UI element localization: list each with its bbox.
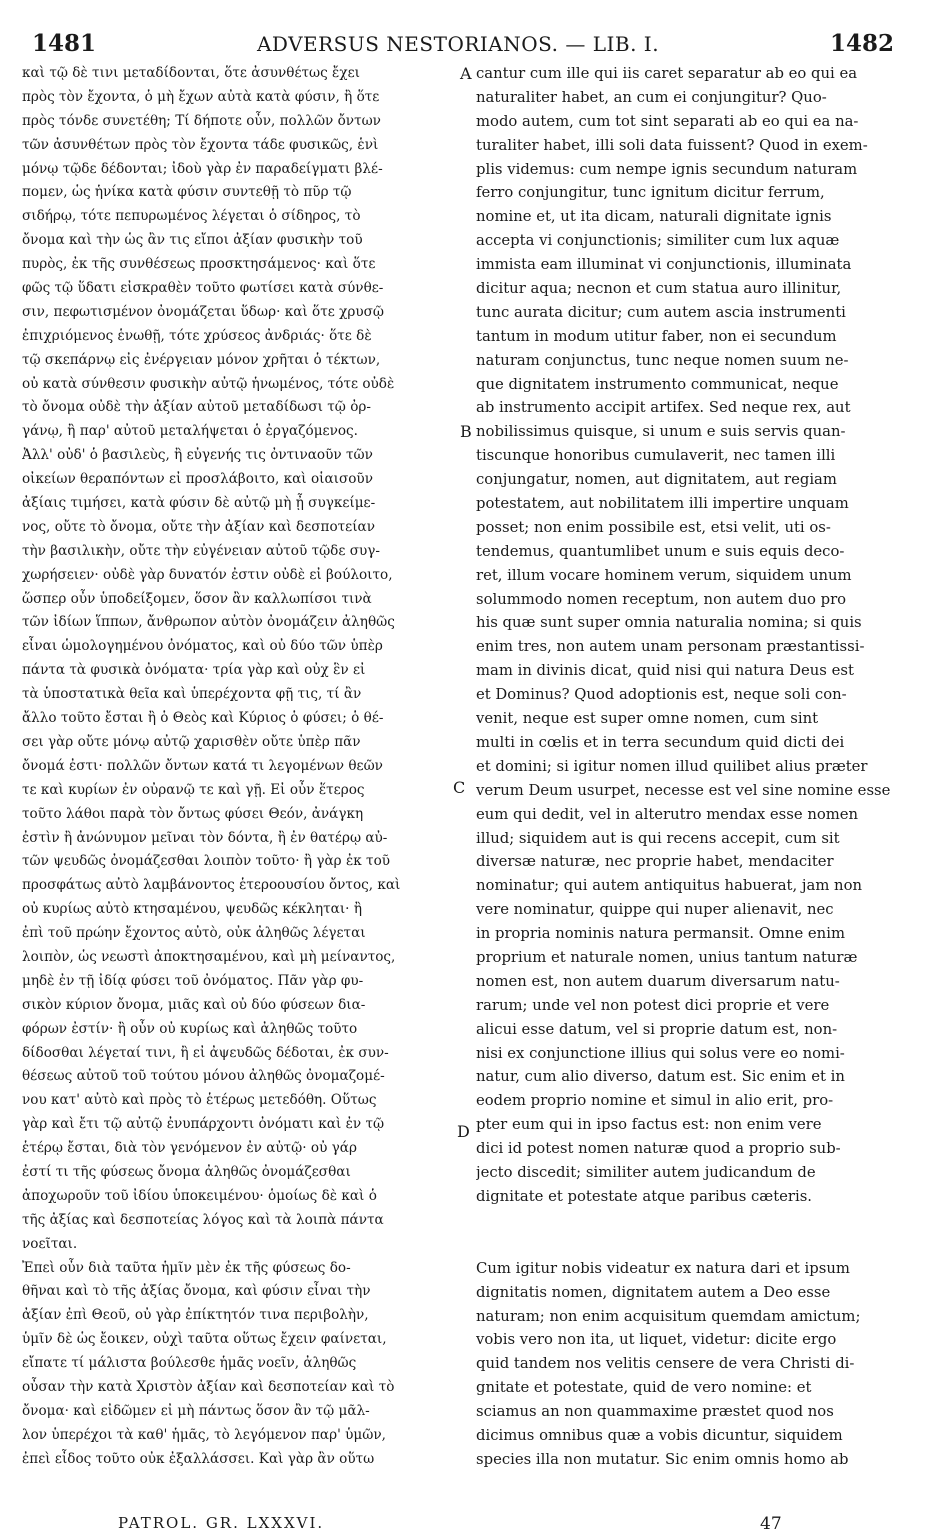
text-line: multi in cœlis et in terra secundum quid dicti dei [476, 733, 845, 751]
text-line: λον ὑπερέχοι τὰ καθ' ἡμᾶς, τὸ λεγόμενον παρ' ὑμῶν, [22, 1426, 386, 1443]
text-line: ἀξίαν ἐπὶ Θεοῦ, οὐ γὰρ ἐπίκτητόν τινα περιβολὴν, [22, 1307, 369, 1324]
text-line: νου κατ' αὐτὸ καὶ πρὸς τὸ ἑτέρως μετεδόθη. Οὕτως [22, 1092, 377, 1109]
margin-marker-c: C [453, 778, 466, 797]
text-line: τῶν ψευδῶς ὀνομάζεσθαι λοιπὸν τοῦτο· ἢ γὰρ ἐκ τοῦ [22, 853, 391, 870]
text-line: vobis vero non ita, ut liquet, videtur: dicite ergo [476, 1331, 837, 1349]
text-line: δίδοσθαι λέγεταί τινι, ἢ εἰ ἀψευδῶς δέδοται, ἐκ συν- [22, 1044, 389, 1061]
text-line: πάντα τὰ φυσικὰ ὀνόματα· τρία γὰρ καὶ οὐχ ἓν εἰ [22, 662, 366, 679]
text-line: quid tandem nos velitis censere de vera Christi di- [476, 1355, 855, 1373]
text-line: εἶναι ὡμολογημένου ὀνόματος, καὶ οὐ δύο τῶν ὑπὲρ [22, 638, 383, 655]
text-line: turaliter habet, illi soli data fuissent? Quod in exem- [476, 136, 868, 154]
text-line: ἄλλο τοῦτο ἔσται ἢ ὁ Θεὸς καὶ Κύριος ὁ φύσει; ὁ θέ- [22, 710, 384, 727]
text-line: nomine et, ut ita dicam, naturali dignitate ignis [476, 208, 832, 226]
text-line: tunc aurata dicitur; cum autem ascia instrumenti [476, 303, 846, 321]
page-header [22, 30, 894, 58]
text-line: τῶν ἰδίων ἵππων, ἄνθρωπον αὐτὸν ὀνομάζειν ἀληθῶς [22, 614, 395, 631]
greek-column [22, 62, 468, 1472]
text-line: φόρων ἐστίν· ἢ οὖν οὐ κυρίως καὶ ἀληθῶς τοῦτο [22, 1020, 358, 1037]
text-line: diversæ naturæ, nec proprie habet, mendaciter [476, 853, 834, 871]
text-line: tiscunque honoribus cumulaverit, nec tamen illi [476, 447, 836, 465]
text-line: ab instrumento accipit artifex. Sed neque rex, aut [476, 399, 851, 417]
text-line: εἴπατε τί μάλιστα βούλεσθε ἡμᾶς νοεῖν, ἀληθῶς [22, 1355, 357, 1372]
signature-mark: PATROL. GR. LXXXVI. [118, 1514, 325, 1532]
text-line: his quæ sunt super omnia naturalia nomina; si quis [476, 614, 862, 632]
page-number-right: 1482 [829, 30, 894, 57]
text-line: πομεν, ὡς ἡνίκα κατὰ φύσιν συντεθῇ τὸ πῦρ τῷ [22, 184, 352, 201]
text-line: χωρήσειεν· οὐδὲ γὰρ δυνατόν ἐστιν οὐδὲ εἰ βούλοιτο, [22, 566, 393, 583]
text-line: ἑτέρῳ ἔσται, διὰ τὸν γενόμενον ἐν αὐτῷ· οὐ γάρ [22, 1140, 357, 1157]
text-line: ὥσπερ οὖν ὑποδείξομεν, ὅσον ἂν καλλωπίσοι τινὰ [22, 590, 372, 607]
text-line: γάνῳ, ἢ παρ' αὐτοῦ μεταλήψεται ὁ ἐργαζόμενος. [22, 423, 358, 440]
text-line: illud; siquidem aut is qui recens accepit, cum sit [476, 829, 840, 847]
text-line: posset; non enim possibile est, etsi velit, uti os- [476, 518, 831, 536]
text-line: θῆναι καὶ τὸ τῆς ἀξίας ὄνομα, καὶ φύσιν εἶναι τὴν [22, 1283, 371, 1300]
text-line: καὶ τῷ δὲ τινι μεταδίδονται, ὅτε ἀσυνθέτως ἔχει [22, 65, 360, 81]
text-line: nisi ex conjunctione illius qui solus vere eo nomi- [476, 1044, 845, 1062]
text-line: que dignitatem instrumento communicat, neque [476, 375, 839, 393]
text-line: προσφάτως αὐτὸ λαμβάνοντος ἑτεροουσίου ὄντος, καὶ [22, 877, 401, 894]
text-line: tendemus, quantumlibet unum e suis equis deco- [476, 542, 845, 560]
text-line: Ἀλλ' οὐδ' ὁ βασιλεὺς, ἢ εὐγενής τις ὀντιναοῦν τῶν [22, 447, 373, 464]
latin-column [476, 62, 892, 1472]
text-line: οὖσαν τὴν κατὰ Χριστὸν ἀξίαν καὶ δεσποτείαν καὶ τὸ [22, 1378, 395, 1395]
text-line: τε καὶ κυρίων ἐν οὐρανῷ τε καὶ γῇ. Εἰ οὖν ἕτερος [22, 781, 365, 798]
text-line: τὴν βασιλικὴν, οὔτε τὴν εὐγένειαν αὐτοῦ τῷδε συγ- [22, 542, 380, 559]
text-line: νοεῖται. [22, 1235, 78, 1252]
text-line: γὰρ καὶ ἔτι τῷ αὐτῷ ἐνυπάρχοντι ὀνόματι καὶ ἐν τῷ [22, 1116, 385, 1133]
text-line: vere nominatur, quippe qui nuper alienavit, nec [476, 901, 834, 919]
page-number-left: 1481 [32, 30, 97, 57]
text-line: τῷ σκεπάρνῳ εἰς ἐνέργειαν μόνον χρῆται ὁ τέκτων, [22, 351, 381, 368]
text-line: eum qui dedit, vel in alterutro mendax esse nomen [476, 805, 859, 823]
text-line: nobilissimus quisque, si unum e suis servis quan- [476, 423, 846, 441]
signature-number: 47 [760, 1514, 782, 1534]
text-line: nominatur; qui autem antiquitus habuerat, jam non [476, 877, 863, 895]
text-line: rarum; unde vel non potest dici proprie et vere [476, 996, 830, 1014]
text-line: τῆς ἀξίας καὶ δεσποτείας λόγος καὶ τὰ λοιπὰ πάντα [22, 1211, 384, 1228]
text-line: ἐστὶν ἢ ἀνώνυμον μεῖναι τὸν δόντα, ἢ ἐν θατέρῳ αὐ- [22, 829, 388, 846]
text-line: immista eam illuminat vi conjunctionis, illuminata [476, 256, 852, 274]
text-line: naturam conjunctus, tunc neque nomen suum ne- [476, 351, 849, 369]
text-line: νος, οὔτε τὸ ὄνομα, οὔτε τὴν ἀξίαν καὶ δεσποτείαν [22, 518, 375, 535]
text-line: nomen est, non autem duarum diversarum natu- [476, 972, 840, 990]
text-line: ἐπὶ τοῦ πρώην ἔχοντος αὐτὸ, οὐκ ἀληθῶς λέγεται [22, 925, 366, 942]
text-line: Ἐπεὶ οὖν διὰ ταῦτα ἡμῖν μὲν ἐκ τῆς φύσεως δο- [22, 1259, 351, 1276]
text-line: σιν, πεφωτισμένον ὀνομάζεται ὕδωρ· καὶ ὅτε χρυσῷ [22, 303, 384, 320]
text-line: mam in divinis dicat, quid nisi qui natura Deus est [476, 662, 854, 680]
text-line: proprium et naturale nomen, unius tantum naturæ [476, 948, 858, 966]
text-line: μηδὲ ἐν τῇ ἰδίᾳ φύσει τοῦ ὀνόματος. Πᾶν γὰρ φυ- [22, 972, 364, 989]
text-line: eodem proprio nomine et simul in alio erit, pro- [476, 1092, 834, 1110]
text-line: σιδήρῳ, τότε πεπυρωμένος λέγεται ὁ σίδηρος, τὸ [22, 208, 361, 225]
text-line: enim tres, non autem unam personam præstantissi- [476, 638, 865, 656]
text-line: et Dominus? Quod adoptionis est, neque soli con- [476, 686, 847, 704]
text-line: dicitur aqua; necnon et cum statua auro illinitur, [476, 280, 842, 298]
text-line: natur, cum alio diverso, datum est. Sic enim et in [476, 1068, 845, 1086]
text-line: τοῦτο λάθοι παρὰ τὸν ὄντως φύσει Θεόν, ἀνάγκη [22, 805, 364, 822]
text-line: dignitate et potestate atque paribus cæteris. [476, 1187, 813, 1205]
text-line: ret, illum vocare hominem verum, siquidem unum [476, 566, 852, 584]
paragraph-gap [476, 1209, 892, 1257]
text-line: potestatem, aut nobilitatem illi impertire unquam [476, 495, 849, 513]
text-line: μόνῳ τῷδε δέδονται; ἰδοὺ γὰρ ἐν παραδείγματι βλέ- [22, 160, 383, 177]
text-line: gnitate et potestate, quid de vero nomine: et [476, 1379, 812, 1397]
text-line: modo autem, cum tot sint separati ab eo qui ea na- [476, 112, 859, 130]
margin-marker-b: B [460, 422, 472, 441]
text-line: pter eum qui in ipso factus est: non enim vere [476, 1116, 822, 1134]
text-line: ἀποχωροῦν τοῦ ἰδίου ὑποκειμένου· ὁμοίως δὲ καὶ ὁ [22, 1187, 377, 1204]
text-line: τὸ ὄνομα οὐδὲ τὴν ἀξίαν αὐτοῦ μεταδίδωσι τῷ ὀρ- [22, 399, 371, 416]
text-line: ἐστί τι τῆς φύσεως ὄνομα ἀληθῶς ὀνομάζεσθαι [22, 1163, 351, 1180]
text-line: ἐπιχριόμενος ἑνωθῇ, τότε χρύσεος ἀνδριάς· ὅτε δὲ [22, 327, 372, 344]
text-line: σικὸν κύριον ὄνομα, μιᾶς καὶ οὐ δύο φύσεων δια- [22, 996, 366, 1013]
text-line: verum Deum usurpet, necesse est vel sine nomine esse [476, 781, 891, 799]
text-line: alicui esse datum, vel si proprie datum est, non- [476, 1020, 838, 1038]
text-line: jecto discedit; similiter autem judicandum de [476, 1163, 816, 1181]
text-line: conjungatur, nomen, aut dignitatem, aut regiam [476, 471, 837, 489]
text-line: species illa non mutatur. Sic enim omnis homo ab [476, 1450, 849, 1468]
text-line: solummodo nomen receptum, non autem duo pro [476, 590, 847, 608]
text-line: λοιπὸν, ὡς νεωστὶ ἀποκτησαμένου, καὶ μὴ μείναντος, [22, 948, 396, 965]
text-line: ἐπεὶ εἶδος τοῦτο οὐκ ἐξαλλάσσει. Καὶ γὰρ ἂν οὕτω [22, 1450, 375, 1467]
text-line: οὐ κατὰ σύνθεσιν φυσικὴν αὐτῷ ἡνωμένος, τότε οὐδὲ [22, 375, 395, 392]
text-line: dici id potest nomen naturæ quod a proprio sub- [476, 1140, 841, 1158]
text-line: θέσεως αὐτοῦ τοῦ τούτου μόνου ἀληθῶς ὀνομαζομέ- [22, 1068, 385, 1085]
text-line: dicimus omnibus quæ a vobis dicuntur, siquidem [476, 1426, 843, 1444]
text-line: ferro conjungitur, tunc ignitum dicitur ferrum, [476, 184, 825, 202]
text-line: naturaliter habet, an cum ei conjungitur? Quo- [476, 88, 827, 106]
text-line: πρὸς τὸν ἔχοντα, ὁ μὴ ἔχων αὐτὰ κατὰ φύσιν, ἢ ὅτε [22, 88, 380, 105]
text-line: tantum in modum utitur faber, non ei secundum [476, 327, 837, 345]
text-line: in propria nominis natura permansit. Omne enim [476, 925, 845, 943]
text-line: ὄνομα· καὶ εἰδῶμεν εἰ μὴ πάντως ὅσον ἂν τῷ μᾶλ- [22, 1402, 370, 1419]
text-line: accepta vi conjunctionis; similiter cum lux aquæ [476, 232, 840, 250]
text-line: οἰκείων θεραπόντων εἰ προσλάβοιτο, καὶ οἱαισοῦν [22, 471, 373, 488]
text-line: πρὸς τόνδε συνετέθη; Τί δήποτε οὖν, πολλῶν ὄντων [22, 112, 381, 129]
text-line: plis videmus: cum nempe ignis secundum naturam [476, 160, 858, 178]
text-line: οὐ κυρίως αὐτὸ κτησαμένου, ψευδῶς κέκληται· ἢ [22, 901, 362, 918]
text-line: πυρὸς, ἐκ τῆς συνθέσεως προσκτησάμενος· καὶ ὅτε [22, 256, 376, 273]
margin-marker-a: A [460, 64, 472, 83]
text-line: τὰ ὑποστατικὰ θεῖα καὶ ὑπερέχοντα φῇ τις, τί ἂν [22, 686, 362, 703]
text-line: Cum igitur nobis videatur ex natura dari et ipsum [476, 1259, 850, 1277]
text-line: τῶν ἀσυνθέτων πρὸς τὸν ἔχοντα τάδε φυσικῶς, ἑνὶ [22, 136, 379, 153]
text-line: et domini; si igitur nomen illud quilibet alius præter [476, 757, 868, 775]
text-line: σει γὰρ οὔτε μόνῳ αὐτῷ χαρισθὲν οὔτε ὑπὲρ πᾶν [22, 733, 361, 750]
text-line: ὄνομά ἐστι· πολλῶν ὄντων κατά τι λεγομένων θεῶν [22, 757, 383, 774]
text-line: cantur cum ille qui iis caret separatur ab eo qui ea [476, 65, 858, 82]
text-line: ὄνομα καὶ τὴν ὡς ἂν τις εἴποι ἀξίαν φυσικὴν τοῦ [22, 232, 363, 249]
text-line: ὑμῖν δὲ ὡς ἔοικεν, οὐχὶ ταῦτα οὕτως ἔχειν φαίνεται, [22, 1331, 387, 1348]
text-line: sciamus an non quammaxime præstet quod nos [476, 1403, 834, 1421]
margin-marker-d: D [457, 1122, 470, 1141]
text-line: dignitatis nomen, dignitatem autem a Deo esse [476, 1283, 831, 1301]
text-line: venit, neque est super omne nomen, cum sint [476, 710, 819, 728]
text-line: naturam; non enim acquisitum quemdam amictum; [476, 1307, 861, 1325]
running-title: ADVERSUS NESTORIANOS. — LIB. I. [256, 32, 660, 56]
text-line: φῶς τῷ ὕδατι εἰσκραθὲν τοῦτο φωτίσει κατὰ σύνθε- [22, 280, 384, 297]
text-line: ἀξίαις τιμήσει, κατὰ φύσιν δὲ αὐτῷ μὴ ᾖ συγκείμε- [22, 495, 376, 512]
